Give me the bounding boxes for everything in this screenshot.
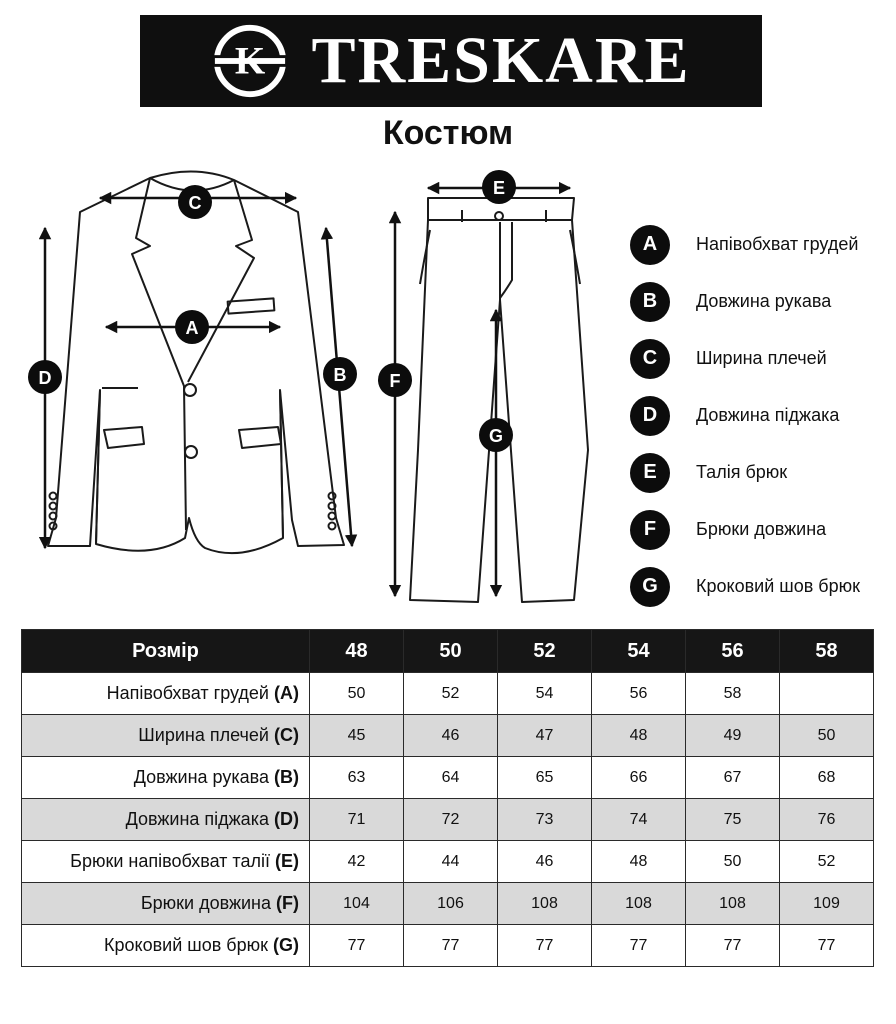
legend-badge: C	[630, 339, 670, 379]
table-cell: 50	[310, 673, 404, 715]
svg-text:B: B	[333, 365, 347, 385]
row-code: (D)	[274, 809, 299, 829]
legend-item-a	[630, 216, 892, 273]
header-size: 56	[686, 630, 780, 673]
svg-text:A: A	[185, 318, 199, 338]
table-row	[22, 799, 874, 841]
row-label	[22, 715, 310, 757]
table-cell: 52	[780, 841, 874, 883]
table-cell: 58	[686, 673, 780, 715]
table-cell: 42	[310, 841, 404, 883]
table-row	[22, 925, 874, 967]
legend-item-g	[630, 558, 892, 615]
header-size: 48	[310, 630, 404, 673]
row-label	[22, 757, 310, 799]
legend-label: Довжина рукава	[696, 291, 832, 311]
legend-label: Довжина піджака	[696, 405, 840, 425]
table-row	[22, 883, 874, 925]
diagram-badge-c	[178, 185, 212, 219]
table-cell	[780, 673, 874, 715]
table-cell: 67	[686, 757, 780, 799]
row-label	[22, 799, 310, 841]
table-cell: 50	[780, 715, 874, 757]
row-label	[22, 673, 310, 715]
row-code: (E)	[275, 851, 299, 871]
table-row	[22, 841, 874, 883]
table-cell: 106	[404, 883, 498, 925]
row-label	[22, 925, 310, 967]
table-cell: 68	[780, 757, 874, 799]
table-cell: 47	[498, 715, 592, 757]
table-cell: 45	[310, 715, 404, 757]
legend-label: Кроковий шов брюк	[696, 576, 860, 596]
legend-item-c	[630, 330, 892, 387]
table-cell: 49	[686, 715, 780, 757]
row-code: (A)	[274, 683, 299, 703]
svg-text:E: E	[492, 178, 506, 198]
row-label	[22, 883, 310, 925]
table-row	[22, 757, 874, 799]
row-label	[22, 841, 310, 883]
table-cell: 75	[686, 799, 780, 841]
measurement-legend	[630, 216, 892, 615]
legend-label: Брюки довжина	[696, 519, 827, 539]
row-label-text: Брюки довжина	[140, 893, 271, 913]
trousers-drawing	[410, 198, 588, 602]
table-cell: 77	[592, 925, 686, 967]
table-cell: 76	[780, 799, 874, 841]
diagram-badge-e	[482, 170, 516, 204]
table-row	[22, 715, 874, 757]
legend-label: Напівобхват грудей	[696, 234, 859, 254]
svg-text:F: F	[389, 371, 401, 391]
table-cell: 46	[498, 841, 592, 883]
table-cell: 52	[404, 673, 498, 715]
table-cell: 56	[592, 673, 686, 715]
table-cell: 64	[404, 757, 498, 799]
jacket-drawing	[48, 171, 344, 553]
header-size-label: Розмір	[22, 630, 310, 673]
legend-label: Ширина плечей	[696, 348, 827, 368]
svg-text:D: D	[38, 368, 52, 388]
legend-badge: E	[630, 453, 670, 493]
table-cell: 104	[310, 883, 404, 925]
legend-item-e	[630, 444, 892, 501]
page-title: Костюм	[382, 114, 514, 152]
table-header-row	[22, 630, 874, 673]
row-code: (G)	[273, 935, 299, 955]
table-cell: 108	[686, 883, 780, 925]
brand-banner	[140, 15, 762, 107]
table-row	[22, 673, 874, 715]
legend-badge: F	[630, 510, 670, 550]
row-label-text: Брюки напівобхват талії	[70, 851, 270, 871]
legend-item-b	[630, 273, 892, 330]
svg-text:G: G	[488, 426, 504, 446]
legend-badge: D	[630, 396, 670, 436]
table-cell: 54	[498, 673, 592, 715]
diagram-badge-g	[479, 418, 513, 452]
diagram-badge-b	[323, 357, 357, 391]
table-cell: 44	[404, 841, 498, 883]
header-size: 52	[498, 630, 592, 673]
table-cell: 108	[592, 883, 686, 925]
table-cell: 77	[404, 925, 498, 967]
table-cell: 74	[592, 799, 686, 841]
table-cell: 73	[498, 799, 592, 841]
table-cell: 77	[686, 925, 780, 967]
table-cell: 109	[780, 883, 874, 925]
header-size: 50	[404, 630, 498, 673]
row-label-text: Довжина піджака	[125, 809, 269, 829]
table-cell: 65	[498, 757, 592, 799]
row-code: (F)	[276, 893, 299, 913]
table-cell: 46	[404, 715, 498, 757]
legend-item-d	[630, 387, 892, 444]
table-cell: 48	[592, 715, 686, 757]
table-cell: 77	[498, 925, 592, 967]
legend-item-f	[630, 501, 892, 558]
diagram-badge-a	[175, 310, 209, 344]
size-table	[21, 629, 874, 967]
brand-name: TRESKARE	[311, 24, 691, 97]
legend-badge: A	[630, 225, 670, 265]
brand-logo-icon	[211, 22, 289, 100]
legend-badge: B	[630, 282, 670, 322]
legend-label: Талія брюк	[696, 462, 788, 482]
table-cell: 77	[780, 925, 874, 967]
table-cell: 63	[310, 757, 404, 799]
brand-logo-letter: K	[235, 39, 266, 83]
row-code: (C)	[274, 725, 299, 745]
legend-badge: G	[630, 567, 670, 607]
row-label-text: Напівобхват грудей	[106, 683, 269, 703]
row-label-text: Довжина рукава	[133, 767, 269, 787]
table-cell: 77	[310, 925, 404, 967]
diagram-badge-f	[378, 363, 412, 397]
table-cell: 50	[686, 841, 780, 883]
row-code: (B)	[274, 767, 299, 787]
row-label-text: Кроковий шов брюк	[104, 935, 268, 955]
table-cell: 71	[310, 799, 404, 841]
table-cell: 108	[498, 883, 592, 925]
row-label-text: Ширина плечей	[138, 725, 269, 745]
table-cell: 72	[404, 799, 498, 841]
header-size: 54	[592, 630, 686, 673]
table-cell: 48	[592, 841, 686, 883]
table-cell: 66	[592, 757, 686, 799]
diagram-badge-d	[28, 360, 62, 394]
header-size: 58	[780, 630, 874, 673]
svg-text:C: C	[188, 193, 202, 213]
